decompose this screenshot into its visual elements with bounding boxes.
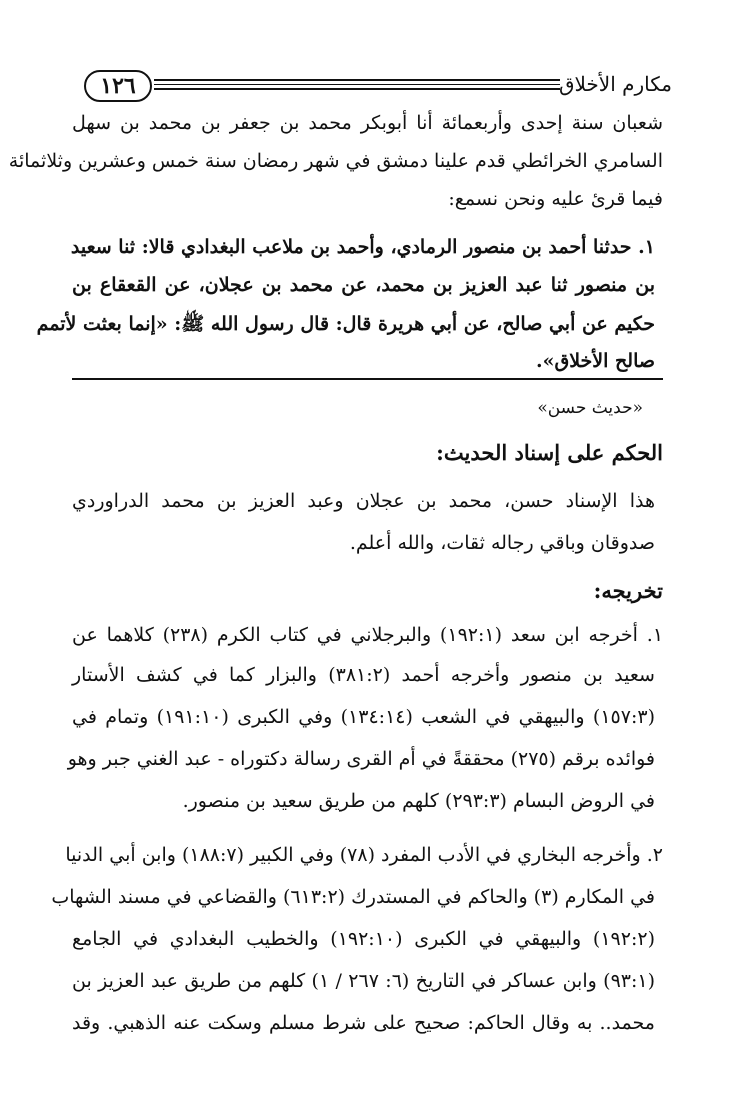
takhrij-line: (١٥٧:٣) والبيهقي في الشعب (١٣٤:١٤) وفي الكبرى (١٩١:١٠) وتمام في <box>72 706 655 728</box>
intro-line: فيما قرئ عليه ونحن نسمع: <box>448 188 663 210</box>
takhrij-line: (١٩٢:٢) والبيهقي في الكبرى (١٩٢:١٠) والخطيب البغدادي في الجامع <box>72 928 655 950</box>
hadith-line: صالح الأخلاق». <box>535 350 655 372</box>
takhrij-line: سعيد بن منصور وأخرجه أحمد (٣٨١:٢) والبزار كما في كشف الأستار <box>72 664 655 686</box>
takhrij-line: في الروض البسام (٢٩٣:٣) كلهم من طريق سعيد بن منصور. <box>182 790 655 812</box>
hadith-line: بن منصور ثنا عبد العزيز بن محمد، عن محمد بن عجلان، عن القعقاع بن <box>72 274 655 296</box>
page-header <box>72 70 672 106</box>
book-title: مكارم الأخلاق <box>558 72 672 96</box>
separator-line <box>72 378 663 380</box>
header-rule <box>154 79 560 93</box>
takhrij-line: ٢. وأخرجه البخاري في الأدب المفرد (٧٨) وفي الكبير (١٨٨:٧) وابن أبي الدنيا <box>65 844 663 866</box>
takhrij-line: ١. أخرجه ابن سعد (١٩٢:١) والبرجلاني في كتاب الكرم (٢٣٨) كلاهما عن <box>72 624 664 646</box>
hadith-line: حكيم عن أبي صالح، عن أبي هريرة قال: قال رسول الله ﷺ: «إنما بعثت لأتمم <box>36 313 655 335</box>
takhrij-line: (٩٣:١) وابن عساكر في التاريخ (٦: ٢٦٧ / ١) كلهم من طريق عبد العزيز بن <box>72 970 656 992</box>
ruling-line: هذا الإسناد حسن، محمد بن عجلان وعبد العزيز بن محمد الدراوردي <box>72 490 655 512</box>
takhrij-line: فوائده برقم (٢٧٥) محققةً في أم القرى رسالة دكتوراه - عبد الغني جبر وهو <box>67 748 655 770</box>
intro-line: شعبان سنة إحدى وأربعمائة أنا أبوبكر محمد بن جعفر بن محمد بن سهل <box>72 112 663 134</box>
hadith-line: ١. حدثنا أحمد بن منصور الرمادي، وأحمد بن ملاعب البغدادي قالا: ثنا سعيد <box>70 236 655 258</box>
hadith-grade: «حديث حسن» <box>537 398 643 418</box>
ruling-heading: الحكم على إسناد الحديث: <box>436 440 663 465</box>
takhrij-line: في المكارم (٣) والحاكم في المستدرك (٦١٣:٢) والقضاعي في مسند الشهاب <box>51 886 655 908</box>
page-number: ١٢٦ <box>84 70 152 102</box>
ruling-line: صدوقان وباقي رجاله ثقات، والله أعلم. <box>349 532 655 554</box>
intro-line: السامري الخرائطي قدم علينا دمشق في شهر رمضان سنة خمس وعشرين وثلاثمائة <box>8 150 663 172</box>
takhrij-line: محمد.. به وقال الحاكم: صحيح على شرط مسلم وسكت عنه الذهبي. وقد <box>72 1012 655 1034</box>
takhrij-heading: تخريجه: <box>593 578 663 603</box>
